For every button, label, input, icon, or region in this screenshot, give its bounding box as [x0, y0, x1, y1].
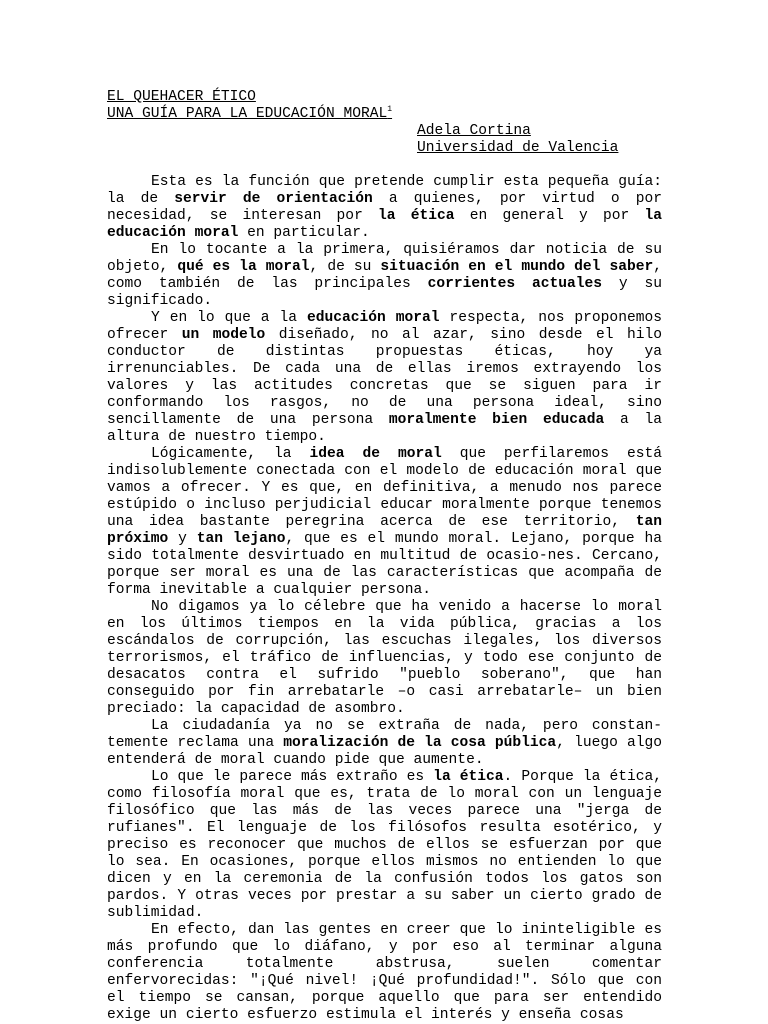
body-text: , de su: [309, 259, 381, 275]
body-text: y su significado.: [107, 276, 662, 309]
body-text: En efecto, dan las gentes en creer que lo ininteligible es más profundo que lo diáfano, y por eso al terminar alguna conferencia totalmente abstrusa, suelen comentar enfervorecidas: "¡Qué nivel! ¡Qué profundidad!". Sólo que con el tiempo se cansan, porque aquello que para ser entendido exige un cierto esfuerzo estimula el interés y enseña cosas: [107, 922, 662, 1023]
paragraph-1: [107, 174, 662, 242]
body-text: respecta, nos proponemos ofrecer: [107, 310, 662, 343]
body-text: . Porque la ética, como filosofía moral que es, trata de lo moral con un lenguaje filosófico que las más de las veces parece una "jerga de rufianes". El lenguaje de los filósofos resulta esotérico, y preciso es reconocer que muchos de ellos se esfuerzan por que lo sea. En ocasiones, porque ellos mismos no entienden lo que dicen y en la ceremonia de la confusión todos los gatos son pardos. Y otras veces por prestar a su saber un cierto grado de sublimidad.: [107, 769, 663, 921]
emphasis-text: moralmente bien educada: [388, 412, 605, 428]
paragraph-6: [107, 718, 662, 769]
body-text: y: [168, 531, 197, 547]
paragraph-8: [107, 922, 662, 1024]
body-text: , luego algo entenderá de moral cuando pide que aumente.: [107, 735, 663, 768]
body-text: que perfilaremos está indisolublemente conectada con el modelo de educación moral que vamos a ofrecer. Y es que, en definitiva, a menudo nos parece estúpido o incluso perjudicial educar moralmente porque tenemos una idea bastante peregrina acerca de ese territorio,: [107, 446, 662, 530]
body-text: a la altura de nuestro tiempo.: [107, 412, 662, 445]
emphasis-text: un modelo: [181, 327, 266, 343]
body-text: en particular.: [238, 225, 370, 241]
emphasis-text: la educación moral: [107, 208, 663, 241]
body-text: , como también de las principales: [107, 259, 663, 292]
body-text: , que es el mundo moral. Lejano, porque ha sido totalmente desvirtuado en multitud de ocasio-nes. Cercano, porque ser moral es una de las características que acompaña de forma inevitable a cualquier persona.: [107, 531, 663, 598]
paragraph-4: [107, 446, 662, 599]
emphasis-text: situación en el mundo del saber: [380, 259, 654, 275]
paragraph-3: [107, 310, 662, 446]
body-text: en general y por: [454, 208, 645, 224]
paragraph-2: [107, 242, 662, 310]
body-text: No digamos ya lo célebre que ha venido a hacerse lo moral en los últimos tiempos en la vida pública, gracias a los escándalos de corrupción, las escuchas ilegales, los diversos terrorismos, el tráfico de influencias, y todo ese conjunto de desacatos contra el sufrido "pueblo soberano", que han conseguido por fin arrebatarle –o casi arrebatarle– un bien preciado: la capacidad de asombro.: [107, 599, 662, 717]
document-subtitle: [107, 106, 392, 123]
emphasis-text: corrientes actuales: [427, 276, 603, 292]
emphasis-text: tan lejano: [196, 531, 286, 547]
paragraph-5: [107, 599, 662, 718]
emphasis-text: servir de orientación: [174, 191, 373, 207]
document-title: EL QUEHACER ÉTICO: [107, 89, 256, 105]
body-text: Esta es la función que pretende cumplir esta pequeña guía: la de: [107, 174, 662, 207]
emphasis-text: qué es la moral: [177, 259, 310, 275]
body-text: Lógicamente, la: [151, 446, 310, 462]
body-text: En lo tocante a la primera, quisiéramos dar noticia de su objeto,: [107, 242, 662, 275]
emphasis-text: moralización de la cosa pública: [283, 735, 557, 751]
body-text: La ciudadanía ya no se extraña de nada, pero constan-temente reclama una: [107, 718, 662, 751]
body-text: diseñado, no al azar, sino desde el hilo conductor de distintas propuestas éticas, hoy ya irrenunciables. De cada una de ellas iremos extrayendo los valores y las actitudes concretas que se siguen para ir conformando los rasgos, no de una persona ideal, sino sencillamente de una persona: [107, 327, 662, 428]
body-text: Lo que le parece más extraño es: [151, 769, 434, 785]
emphasis-text: educación moral: [306, 310, 440, 326]
subtitle-text: UNA GUÍA PARA LA EDUCACIÓN MORAL: [107, 106, 388, 122]
author-affiliation: Universidad de Valencia: [417, 140, 619, 156]
emphasis-text: la ética: [378, 208, 455, 224]
paragraph-7: [107, 769, 662, 922]
body-text: a quienes, por virtud o por necesidad, se interesan por: [107, 191, 662, 224]
body-text: Y en lo que a la: [151, 310, 307, 326]
emphasis-text: tan próximo: [107, 514, 662, 547]
author-name: Adela Cortina: [417, 123, 531, 139]
emphasis-text: idea de moral: [309, 446, 442, 462]
footnote-mark: 1: [387, 105, 393, 115]
emphasis-text: la ética: [433, 769, 504, 785]
document-body: [107, 174, 662, 1024]
